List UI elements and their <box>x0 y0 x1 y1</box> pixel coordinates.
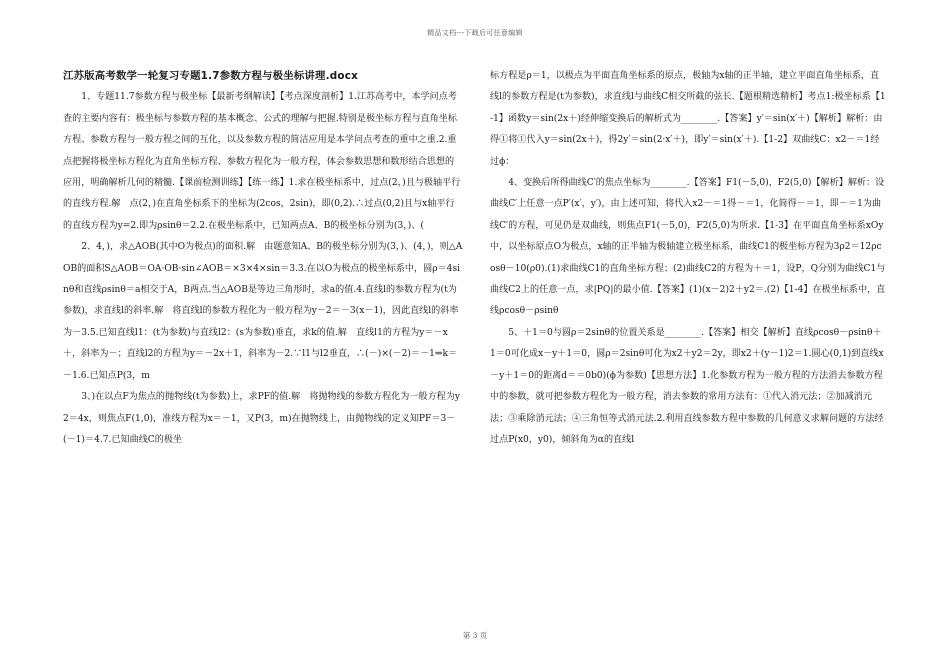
paragraph-3: 3、)在以点F为焦点的抛物线(t为参数)上，求PF的值.解 将抛物线的参数方程化为一般方程为y2＝4x，则焦点F(1,0)，准线方程为x＝－1，又P(3，m)在抛物线上，由抛物线的定义知PF＝3－(－1)＝4.7.已知曲线C的极坐 <box>63 392 460 445</box>
paragraph-3-continued: 标方程是ρ＝1，以极点为平面直角坐标系的原点，极轴为x轴的正半轴，建立平面直角坐标系，直线l的参数方程是(t为参数)，求直线l与曲线C相交所截的弦长.【题根精选精析】考点1:极坐标系【1-1】函数y＝sin(2x＋)经伸缩变换后的解析式为________.【答案】y′＝sin(x′＋)【解析】解析：由得①将①代入y＝sin(2x＋)，得2y′＝sin(2·x′＋)，即y′＝sin(x′＋).【1-2】双曲线C：x2－＝1经过ϕ： <box>490 71 886 167</box>
page-number: 第 3 页 <box>462 631 488 640</box>
document-title: 江苏版高考数学一轮复习专题1.7参数方程与极坐标讲理.docx <box>63 70 358 82</box>
paragraph-1: 1、专题11.7参数方程与极坐标【最新考纲解读】【考点深度剖析】1.江苏高考中，本学问点考查的主要内容有：极坐标与参数方程的基本概念、公式的理解与把握.特别是极坐标方程与直角坐标方程、参数方程与一般方程之间的互化，以及参数方程的简洁应用是本学问点考查的重中之重.2.重点把握将极坐标方程化为直角坐标方程、参数方程化为一般方程，体会参数思想和数形结合思想的应用，明确解析几何的精髓.【课前检测训练】【练一练】1.求在极坐标系中，过点(2，)且与极轴平行的直线方程.解 点(2，)在直角坐标系下的坐标为(2cos，2sin)，即(0,2).∴过点(0,2)且与x轴平行的直线方程为y=2.即为ρsinθ＝2.2.在极坐标系中，已知两点A、B的极坐标分别为(3，)、( <box>63 92 461 231</box>
paragraph-2: 2、4，)，求△AOB(其中O为极点)的面积.解 由题意知A、B的极坐标分别为(3，)、(4，)，则△AOB的面积S△AOB＝OA·OB·sin∠AOB＝×3×4×sin＝3.3.在以O为极点的极坐标系中，圆ρ＝4sinθ和直线ρsinθ＝a相交于A，B两点.当△AOB是等边三角形时，求a的值.4.直线l的参数方程为(t为参数)，求直线l的斜率.解 将直线l的参数方程化为一般方程为y－2＝－3(x－1)，因此直线l的斜率为－3.5.已知直线l1：(t为参数)与直线l2：(s为参数)垂直，求k的值.解 直线l1的方程为y＝－x＋，斜率为－；直线l2的方程为y＝－2x＋1，斜率为－2.∵l1与l2垂直，∴(－)×(－2)＝－1⇒k＝－1.6.已知点P(3，m <box>63 242 463 381</box>
paragraph-4: 4、变换后所得曲线C′的焦点坐标为________.【答案】F1(－5,0)，F2(5,0)【解析】解析：设曲线C′上任意一点P′(x′，y′)，由上述可知，将代入x2－＝1得－＝1，化简得－＝1，即－＝1为曲线C′的方程，可见仍是双曲线，则焦点F1(－5,0)，F2(5,0)为所求.【1-3】在平面直角坐标系xOy中，以坐标原点O为极点，x轴的正半轴为极轴建立极坐标系，曲线C1的极坐标方程为3ρ2＝12ρcosθ－10(ρ0).(1)求曲线C1的直角坐标方程；(2)曲线C2的方程为＋＝1，设P，Q分别为曲线C1与曲线C2上的任意一点，求|PQ|的最小值.【答案】(1)(x－2)2＋y2＝.(2)【1-4】在极坐标系中，直线ρcosθ－ρsinθ <box>490 178 886 317</box>
right-column <box>490 66 887 626</box>
page-header: 精品文档---下载后可任意编辑 <box>427 29 523 37</box>
left-column <box>63 66 463 626</box>
paragraph-5: 5、＋1＝0与圆ρ＝2sinθ的位置关系是________.【答案】相交【解析】直线ρcosθ－ρsinθ＋1＝0可化成x－y＋1＝0，圆ρ＝2sinθ可化为x2＋y2＝2y，即x2＋(y－1)2＝1.圆心(0,1)到直线x－y＋1＝0的距离d＝＝0b0)(ϕ为参数)【思想方法】1.化参数方程为一般方程的方法消去参数方程中的参数，就可把参数方程化为一般方程，消去参数的常用方法有：①代入消元法；②加减消元法；③乘除消元法；④三角恒等式消元法.2.利用直线参数方程中参数的几何意义求解问题的方法经过点P(x0，y0)，倾斜角为α的直线l <box>490 327 884 445</box>
